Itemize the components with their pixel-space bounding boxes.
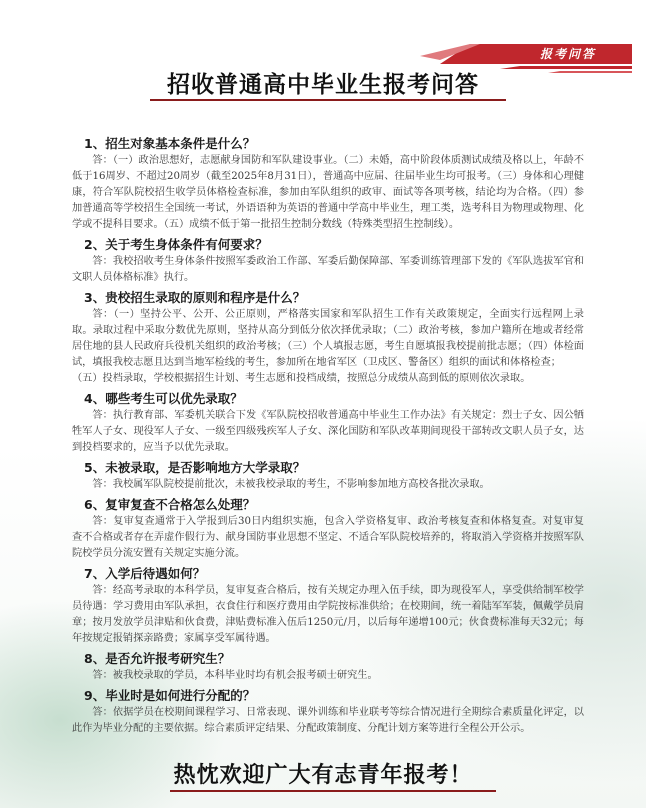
qa-item [72,135,584,233]
question-4: 4、哪些考生可以优先录取？ [84,391,243,406]
answer-2: 答：我校招收考生身体条件按照军委政治工作部、军委后勤保障部、军委训练管理部下发的《军队选拔军官和文职人员体格标准》执行。 [72,256,584,283]
answer-8: 答：被我校录取的学员，本科毕业时均有机会报考硕士研究生。 [92,670,378,681]
question-6: 6、复审复查不合格怎么处理？ [84,497,256,512]
answer-4: 答：执行教育部、军委机关联合下发《军队院校招收普通高中毕业生工作办法》有关规定：烈士子女、因公牺牲军人子女、现役军人子女、一级至四级残疾军人子女、深化国防和军队改革期间现役干部转改文职人员子女，达到投档要求的，应当予以优先录取。 [72,410,584,453]
footer-slogan: 热忱欢迎广大有志青年报考！ [173,763,473,788]
question-2: 2、关于考生身体条件有何要求？ [84,237,268,252]
qa-item [72,650,584,684]
question-1: 1、招生对象基本条件是什么？ [84,136,256,151]
answer-3: 答：（一）坚持公平、公开、公正原则，严格落实国家和军队招生工作有关政策规定，全面实行远程网上录取。录取过程中采取分数优先原则，坚持从高分到低分依次择优录取；（二）政治考核，参加户籍所在地或者经常居住地的县人民政府兵役机关组织的政治考核；（三）个人填报志愿，考生自愿填报我校提前批志愿；（四）体检面试，填报我校志愿且达到当地军检线的考生，参加所在地省军区（卫戍区、警备区）组织的面试和体格检查； [72,309,584,368]
qa-item [72,390,584,456]
qa-item [72,459,584,493]
answer-9: 答：依据学员在校期间课程学习、日常表现、课外训练和毕业联考等综合情况进行全期综合素质量化评定，以此作为毕业分配的主要依据。综合素质评定结果、分配政策制度、分配计划方案等进行全程公开公示。 [72,707,584,734]
question-8: 8、是否允许报考研究生？ [84,651,231,666]
answer-1: 答：（一）政治思想好，志愿献身国防和军队建设事业。（二）未婚，高中阶段体质测试成绩及格以上，年龄不低于16周岁、不超过20周岁（截至2025年8月31日），普通高中应届、往届毕业生均可报考。（三）身体和心理健康，符合军队院校招生收学员体格检查标准，参加由军队组织的政审、面试等各项考核，结论均为合格。（四）参加普通高等学校招生全国统一考试，外语语种为英语的普通中学高中毕业生，理工类，选考科目为物理或物理、化学或不提科目要求。（五）成绩不低于第一批招生控制分数线（特殊类型招生控制线）。 [72,155,584,230]
answer-5: 答：我校属军队院校提前批次，未被我校录取的考生，不影响参加地方高校各批次录取。 [92,479,490,490]
qa-item [72,496,584,562]
qa-item [72,289,584,387]
question-3: 3、贵校招生录取的原则和程序是什么？ [84,290,306,305]
question-7: 7、入学后待遇如何？ [84,566,206,581]
qa-item [72,687,584,737]
qa-list [72,132,584,737]
footer-underline [170,790,496,792]
page-title: 招收普通高中毕业生报考问答 [167,72,479,98]
qa-item [72,565,584,647]
title-underline [150,99,506,101]
answer-6: 答：复审复查通常于入学报到后30日内组织实施，包含入学资格复审、政治考核复查和体格复查。对复审复查不合格或者存在弄虚作假行为、献身国防事业思想不坚定、不适合军队院校培养的，将取消入学资格并按照军队院校学员分流安置有关规定实施分流。 [72,516,584,559]
answer-3-continued: （五）投档录取，学校根据招生计划、考生志愿和投档成绩，按照总分成绩从高到低的原则依次录取。 [72,373,531,384]
question-9: 9、毕业时是如何进行分配的？ [84,688,256,703]
question-5: 5、未被录取，是否影响地方大学录取？ [84,460,306,475]
answer-7: 答：经高考录取的本科学员，复审复查合格后，按有关规定办理入伍手续，即为现役军人，享受供给制军校学员待遇：学习费用由军队承担，衣食住行和医疗费用由学院按标准供给；在校期间，统一着陆军军装，佩戴学员肩章；按月发放学员津贴和伙食费，津贴费标准入伍后1250元/月，以后每年递增100元；伙食费标准每天32元；每年按规定报销探亲路费；家属享受军属待遇。 [72,585,584,644]
section-tag: 报考问答 [539,46,596,61]
qa-item [72,236,584,286]
